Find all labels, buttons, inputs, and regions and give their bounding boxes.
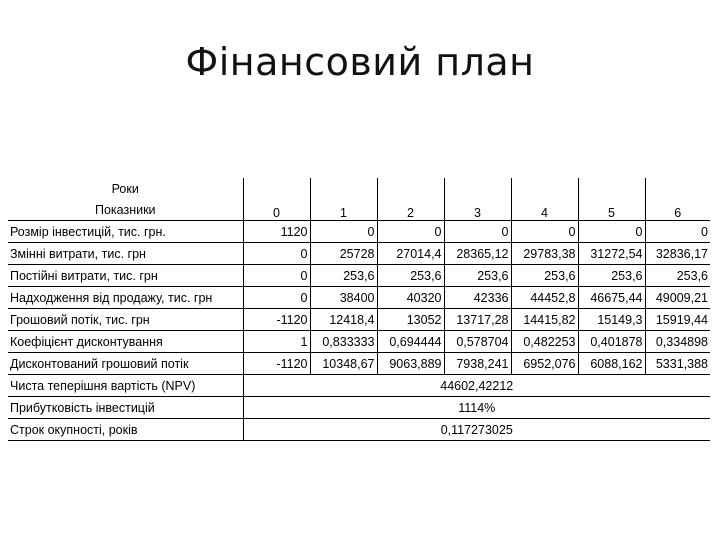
header-row-years xyxy=(8,199,710,221)
table-cell: 0,334898 xyxy=(645,331,710,353)
corner-years-label: Роки xyxy=(8,178,243,199)
table-cell: 0 xyxy=(310,221,377,243)
row-label: Строк окупності, років xyxy=(8,419,243,441)
table-cell: 13717,28 xyxy=(444,309,511,331)
row-label: Надходження від продажу, тис. грн xyxy=(8,287,243,309)
year-header: 4 xyxy=(511,199,578,221)
table-cell: 253,6 xyxy=(511,265,578,287)
table-cell: 6088,162 xyxy=(578,353,645,375)
year-header: 5 xyxy=(578,199,645,221)
table-cell: 5331,388 xyxy=(645,353,710,375)
table-cell: 25728 xyxy=(310,243,377,265)
table-cell: 9063,889 xyxy=(377,353,444,375)
table-cell: 1120 xyxy=(243,221,310,243)
table-cell: 44452,8 xyxy=(511,287,578,309)
table-cell: -1120 xyxy=(243,309,310,331)
header-row-top xyxy=(8,178,710,199)
table-cell: 46675,44 xyxy=(578,287,645,309)
table-cell: 15919,44 xyxy=(645,309,710,331)
table-cell: 40320 xyxy=(377,287,444,309)
table-cell: 0,482253 xyxy=(511,331,578,353)
year-header: 1 xyxy=(310,199,377,221)
year-header: 6 xyxy=(645,199,710,221)
table-cell: 13052 xyxy=(377,309,444,331)
table-cell: 253,6 xyxy=(578,265,645,287)
table-cell: 14415,82 xyxy=(511,309,578,331)
table-row xyxy=(8,243,710,265)
row-label: Постійні витрати, тис. грн xyxy=(8,265,243,287)
table-cell: 0,578704 xyxy=(444,331,511,353)
row-label: Прибутковість інвестицій xyxy=(8,397,243,419)
table-cell: 253,6 xyxy=(645,265,710,287)
row-label: Розмір інвестицій, тис. грн. xyxy=(8,221,243,243)
summary-value: 0,117273025 xyxy=(243,419,710,441)
table-row xyxy=(8,221,710,243)
table-cell: 12418,4 xyxy=(310,309,377,331)
table-cell: 31272,54 xyxy=(578,243,645,265)
table-cell: 0,833333 xyxy=(310,331,377,353)
year-header: 3 xyxy=(444,199,511,221)
year-header: 0 xyxy=(243,199,310,221)
table-cell: 6952,076 xyxy=(511,353,578,375)
table-row xyxy=(8,353,710,375)
table-cell: 0 xyxy=(645,221,710,243)
table-cell: 7938,241 xyxy=(444,353,511,375)
table-cell: 38400 xyxy=(310,287,377,309)
table-cell: 253,6 xyxy=(377,265,444,287)
row-label: Коефіцієнт дисконтування xyxy=(8,331,243,353)
table-cell: 0 xyxy=(243,265,310,287)
summary-row-npv xyxy=(8,375,710,397)
table-cell: 0 xyxy=(511,221,578,243)
row-label: Змінні витрати, тис. грн xyxy=(8,243,243,265)
table-cell: 15149,3 xyxy=(578,309,645,331)
slide-title: Фінансовий план xyxy=(185,40,535,84)
table-row xyxy=(8,287,710,309)
table-cell: 29783,38 xyxy=(511,243,578,265)
summary-value: 44602,42212 xyxy=(243,375,710,397)
row-label: Чиста теперішня вартість (NPV) xyxy=(8,375,243,397)
table-cell: 0,694444 xyxy=(377,331,444,353)
table-cell: 28365,12 xyxy=(444,243,511,265)
table-cell: 0 xyxy=(243,287,310,309)
table-cell: 49009,21 xyxy=(645,287,710,309)
table-cell: 42336 xyxy=(444,287,511,309)
financial-plan-table xyxy=(8,178,710,441)
table-cell: -1120 xyxy=(243,353,310,375)
table-cell: 0 xyxy=(578,221,645,243)
table-cell: 0,401878 xyxy=(578,331,645,353)
summary-row-profitability xyxy=(8,397,710,419)
row-label: Грошовий потік, тис. грн xyxy=(8,309,243,331)
table-row xyxy=(8,309,710,331)
table-cell: 0 xyxy=(377,221,444,243)
year-header: 2 xyxy=(377,199,444,221)
table-cell: 10348,67 xyxy=(310,353,377,375)
table-row xyxy=(8,265,710,287)
table-row xyxy=(8,331,710,353)
table-cell: 253,6 xyxy=(444,265,511,287)
table-cell: 27014,4 xyxy=(377,243,444,265)
table-cell: 253,6 xyxy=(310,265,377,287)
summary-row-payback xyxy=(8,419,710,441)
table-cell: 0 xyxy=(243,243,310,265)
table-cell: 32836,17 xyxy=(645,243,710,265)
summary-value: 1114% xyxy=(243,397,710,419)
table-cell: 0 xyxy=(444,221,511,243)
row-label: Дисконтований грошовий потік xyxy=(8,353,243,375)
corner-indicators-label: Показники xyxy=(8,199,243,221)
table-cell: 1 xyxy=(243,331,310,353)
